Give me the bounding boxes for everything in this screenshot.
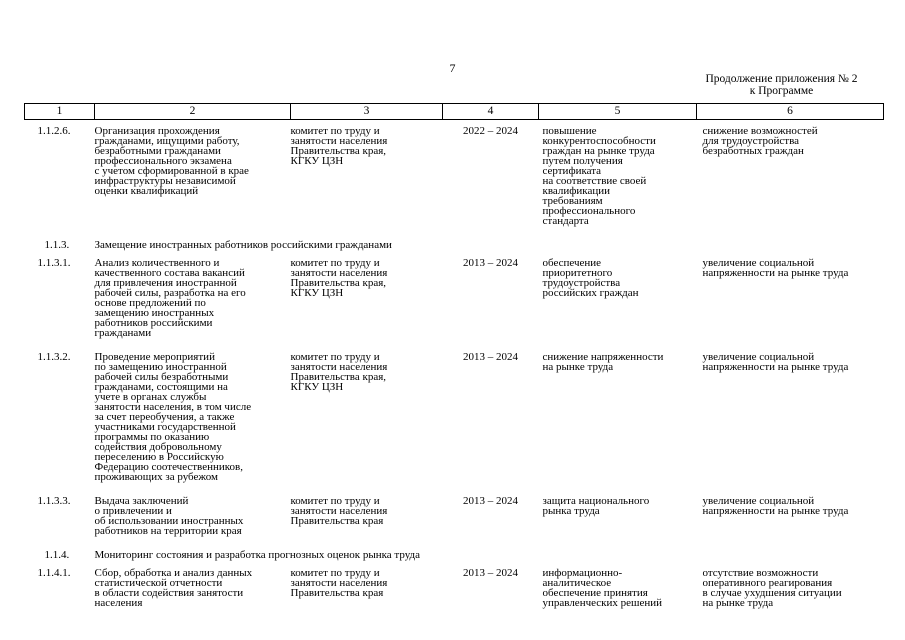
item-executor-line: комитет по труду и xyxy=(290,495,380,507)
item-number: 1.1.2.6. xyxy=(37,125,71,137)
item-result-line: информационно- xyxy=(542,567,623,579)
item-result-line: граждан на рынке труда xyxy=(542,145,655,157)
section-number: 1.1.3. xyxy=(44,239,70,251)
column-number: 2 xyxy=(95,104,291,120)
item-name xyxy=(95,126,291,240)
item-executor-line: комитет по труду и xyxy=(290,351,380,363)
item-period: 2013 – 2024 xyxy=(463,495,518,507)
item-name-line: работников на территории края xyxy=(94,525,242,537)
item-number: 1.1.3.1. xyxy=(37,257,71,269)
item-executor-line: занятости населения xyxy=(290,505,388,517)
item-name-line: гражданами, ищущими работу, xyxy=(94,135,240,147)
item-name-line: занятости населения, в том числе xyxy=(94,401,252,413)
item-executor-line: КГКУ ЦЗН xyxy=(290,155,344,167)
item-name-line: замещению иностранных xyxy=(94,307,215,319)
item-result-line: сертификата xyxy=(542,165,602,177)
item-executor-line: Правительства края xyxy=(290,587,384,599)
item-name-line: для привлечения иностранной xyxy=(94,277,237,289)
item-result xyxy=(539,126,697,240)
appendix-note-line: к Программе xyxy=(749,84,814,97)
item-result-line: рынка труда xyxy=(542,505,600,517)
item-consequence xyxy=(697,352,884,496)
page-number: 7 xyxy=(449,61,456,75)
item-executor xyxy=(291,126,443,240)
item-result-line: квалификации xyxy=(542,185,610,197)
item-period: 2022 – 2024 xyxy=(463,125,518,137)
item-name-line: участниками государственной xyxy=(94,421,236,433)
item-result-line: снижение напряженности xyxy=(542,351,664,363)
item-result xyxy=(539,258,697,352)
item-executor-line: Правительства края xyxy=(290,515,384,527)
item-period: 2013 – 2024 xyxy=(463,567,518,579)
column-number: 4 xyxy=(443,104,539,120)
item-name-line: по замещению иностранной xyxy=(94,361,227,373)
item-executor-line: занятости населения xyxy=(290,135,388,147)
item-consequence xyxy=(697,126,884,240)
item-name-line: Сбор, обработка и анализ данных xyxy=(94,567,253,579)
column-number: 5 xyxy=(539,104,697,120)
item-result-line: трудоустройства xyxy=(542,277,621,289)
item-name-line: программы по оказанию xyxy=(94,431,210,443)
item-consequence-line: увеличение социальной xyxy=(702,351,815,363)
item-executor-line: занятости населения xyxy=(290,577,388,589)
item-name-line: рабочей силы, разработка на его xyxy=(94,287,246,299)
item-executor-line: КГКУ ЦЗН xyxy=(290,381,344,393)
item-name-line: Федерацию соотечественников, xyxy=(94,461,243,473)
item-name-line: в области содействия занятости xyxy=(94,587,244,599)
item-executor-line: занятости населения xyxy=(290,267,388,279)
item-consequence-line: напряженности на рынке труда xyxy=(702,505,849,517)
item-number: 1.1.3.3. xyxy=(37,495,71,507)
item-consequence xyxy=(697,258,884,352)
table-row xyxy=(25,568,884,608)
item-number: 1.1.3.2. xyxy=(37,351,71,363)
item-executor xyxy=(291,352,443,496)
item-consequence-line: оперативного реагирования xyxy=(702,577,833,589)
table-row xyxy=(25,496,884,550)
item-name-line: работников российскими xyxy=(94,317,213,329)
column-number: 1 xyxy=(25,104,95,120)
item-name-line: рабочей силы безработными xyxy=(94,371,229,383)
item-result xyxy=(539,496,697,550)
item-consequence-line: напряженности на рынке труда xyxy=(702,267,849,279)
program-table xyxy=(24,103,884,608)
item-name-line: Проведение мероприятий xyxy=(94,351,215,363)
item-consequence-line: увеличение социальной xyxy=(702,257,815,269)
item-executor xyxy=(291,258,443,352)
item-name xyxy=(95,568,291,608)
item-consequence-line: безработных граждан xyxy=(702,145,804,157)
item-consequence-line: отсутствие возможности xyxy=(702,567,819,579)
item-name-line: качественного состава вакансий xyxy=(94,267,245,279)
item-period: 2013 – 2024 xyxy=(463,257,518,269)
item-result-line: конкурентоспособности xyxy=(542,135,656,147)
table-row xyxy=(25,126,884,240)
column-number: 3 xyxy=(291,104,443,120)
item-consequence-line: напряженности на рынке труда xyxy=(702,361,849,373)
item-name xyxy=(95,496,291,550)
item-name-line: статистической отчетности xyxy=(94,577,223,589)
item-consequence xyxy=(697,568,884,608)
item-result xyxy=(539,352,697,496)
item-name-line: безработными гражданами xyxy=(94,145,221,157)
section-row xyxy=(25,240,884,258)
item-result-line: требованиям xyxy=(542,195,603,207)
item-name-line: гражданами, состоящими на xyxy=(94,381,228,393)
item-result-line: управленческих решений xyxy=(542,597,663,609)
item-name-line: об использовании иностранных xyxy=(94,515,244,527)
item-name-line: о привлечении и xyxy=(94,505,172,517)
item-executor-line: КГКУ ЦЗН xyxy=(290,287,344,299)
item-consequence-line: снижение возможностей xyxy=(702,125,818,137)
item-result-line: на соответствие своей xyxy=(542,175,647,187)
item-result xyxy=(539,568,697,608)
item-result-line: путем получения xyxy=(542,155,623,167)
item-name xyxy=(95,258,291,352)
item-consequence xyxy=(697,496,884,550)
item-name-line: учете в органах службы xyxy=(94,391,207,403)
item-executor-line: комитет по труду и xyxy=(290,125,380,137)
item-period: 2013 – 2024 xyxy=(463,351,518,363)
item-name-line: Выдача заключений xyxy=(94,495,189,507)
item-executor-line: Правительства края, xyxy=(290,145,387,157)
item-name-line: содействия добровольному xyxy=(94,441,222,453)
item-executor-line: Правительства края, xyxy=(290,371,387,383)
appendix-note-line: Продолжение приложения № 2 xyxy=(705,73,858,85)
item-name-line: Организация прохождения xyxy=(94,125,220,137)
item-name-line: Анализ количественного и xyxy=(94,257,220,269)
table-row xyxy=(25,258,884,352)
item-name-line: профессионального экзамена xyxy=(94,155,232,167)
item-name-line: основе предложений по xyxy=(94,297,206,309)
item-executor xyxy=(291,568,443,608)
item-executor-line: комитет по труду и xyxy=(290,257,380,269)
item-consequence-line: для трудоустройства xyxy=(702,135,800,147)
item-result-line: защита национального xyxy=(542,495,650,507)
section-number: 1.1.4. xyxy=(44,549,70,561)
item-result-line: профессионального xyxy=(542,205,636,217)
section-title: Замещение иностранных работников российскими гражданами xyxy=(94,239,392,251)
column-number: 6 xyxy=(697,104,884,120)
item-result-line: обеспечение принятия xyxy=(542,587,648,599)
item-consequence-line: в случае ухудшения ситуации xyxy=(702,587,842,599)
item-name-line: гражданами xyxy=(94,327,152,339)
table-row xyxy=(25,352,884,496)
item-name-line: оценки квалификаций xyxy=(94,185,199,197)
item-executor-line: Правительства края, xyxy=(290,277,387,289)
item-name-line: инфраструктуры независимой xyxy=(94,175,236,187)
item-name xyxy=(95,352,291,496)
item-result-line: стандарта xyxy=(542,215,589,227)
column-number-row xyxy=(25,104,884,120)
item-name-line: за счет переобучения, а также xyxy=(94,411,235,423)
item-name-line: населения xyxy=(94,597,143,609)
section-row xyxy=(25,550,884,568)
appendix-note xyxy=(660,74,903,97)
item-result-line: российских граждан xyxy=(542,287,639,299)
item-result-line: приоритетного xyxy=(542,267,613,279)
item-result-line: на рынке труда xyxy=(542,361,614,373)
item-name-line: проживающих за рубежом xyxy=(94,471,218,483)
item-result-line: аналитическое xyxy=(542,577,612,589)
item-consequence-line: увеличение социальной xyxy=(702,495,815,507)
table-body xyxy=(25,104,884,609)
item-name-line: переселению в Российскую xyxy=(94,451,224,463)
item-name-line: с учетом сформированной в крае xyxy=(94,165,249,177)
item-executor xyxy=(291,496,443,550)
item-executor-line: комитет по труду и xyxy=(290,567,380,579)
item-number: 1.1.4.1. xyxy=(37,567,71,579)
item-executor-line: занятости населения xyxy=(290,361,388,373)
item-consequence-line: на рынке труда xyxy=(702,597,774,609)
item-result-line: повышение xyxy=(542,125,597,137)
section-title: Мониторинг состояния и разработка прогнозных оценок рынка труда xyxy=(94,549,421,561)
item-result-line: обеспечение xyxy=(542,257,602,269)
